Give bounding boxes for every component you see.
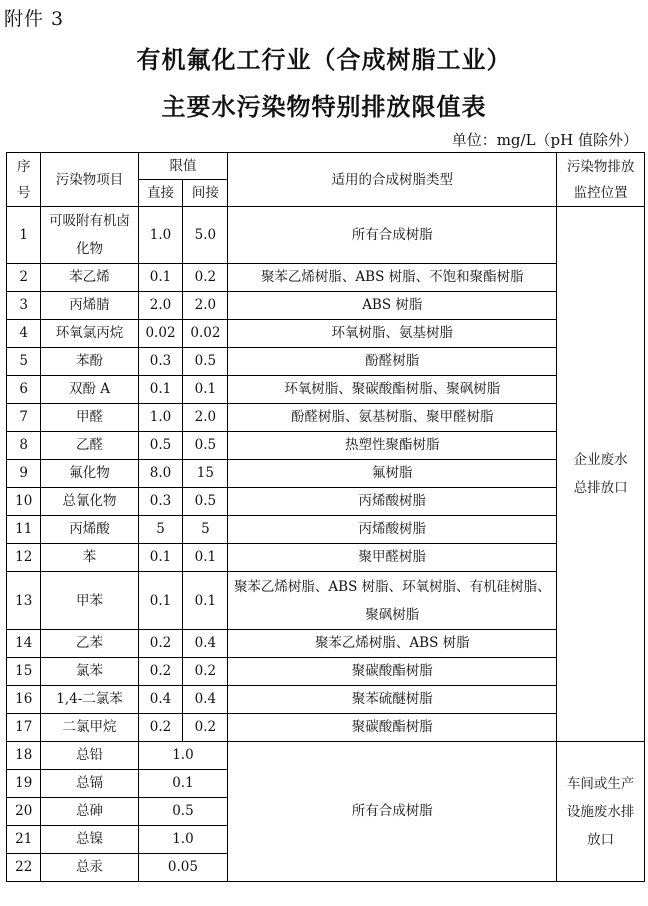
resin-type: 所有合成树脂: [228, 207, 557, 264]
indirect-limit: 0.02: [183, 320, 228, 348]
resin-type: 热塑性聚酯树脂: [228, 432, 557, 460]
indirect-limit: 2.0: [183, 404, 228, 432]
row-number: 3: [7, 292, 41, 320]
table-row: [7, 630, 645, 658]
row-number: 4: [7, 320, 41, 348]
resin-type: 酚醛树脂、氨基树脂、聚甲醛树脂: [228, 404, 557, 432]
resin-type: 聚甲醛树脂: [228, 544, 557, 572]
pollutant-name: 总镉: [41, 770, 138, 798]
table-row: [7, 348, 645, 376]
direct-limit: 0.2: [138, 658, 183, 686]
pollutant-name: 甲苯: [41, 572, 138, 630]
table-row: [7, 320, 645, 348]
document-title: 有机氟化工行业（合成树脂工业）: [136, 45, 512, 74]
row-number: 11: [7, 516, 41, 544]
table-row: [7, 544, 645, 572]
pollutant-name: 总砷: [41, 798, 138, 826]
monitor-position-workshop-outlet: 车间或生产设施废水排放口: [557, 742, 645, 882]
resin-type: 环氧树脂、聚碳酸酯树脂、聚砜树脂: [228, 376, 557, 404]
table-row: [7, 658, 645, 686]
pollutant-name: 总铅: [41, 742, 138, 770]
indirect-limit: 0.1: [183, 572, 228, 630]
indirect-limit: 0.2: [183, 264, 228, 292]
table-row: [7, 432, 645, 460]
unit-note: 单位：mg/L（pH 值除外）: [451, 131, 638, 149]
pollutant-name: 可吸附有机卤化物: [41, 207, 138, 264]
pollutant-name: 苯酚: [41, 348, 138, 376]
indirect-limit: 0.4: [183, 686, 228, 714]
pollutant-name: 苯乙烯: [41, 264, 138, 292]
pollutant-name: 苯: [41, 544, 138, 572]
direct-limit: 1.0: [138, 207, 183, 264]
table-row: [7, 404, 645, 432]
pollutant-name: 总汞: [41, 854, 138, 882]
pollutant-name: 双酚 A: [41, 376, 138, 404]
combined-limit: 1.0: [138, 826, 228, 854]
row-number: 20: [7, 798, 41, 826]
row-number: 19: [7, 770, 41, 798]
direct-limit: 0.1: [138, 264, 183, 292]
row-number: 10: [7, 488, 41, 516]
document-subtitle: 主要水污染物特别排放限值表: [161, 92, 487, 121]
resin-type: 聚苯乙烯树脂、ABS 树脂: [228, 630, 557, 658]
direct-limit: 1.0: [138, 404, 183, 432]
header-direct: 直接: [138, 180, 183, 207]
table-row: [7, 460, 645, 488]
indirect-limit: 5: [183, 516, 228, 544]
table-row: [7, 516, 645, 544]
row-number: 8: [7, 432, 41, 460]
resin-type: 聚碳酸酯树脂: [228, 658, 557, 686]
header-pollutant: 污染物项目: [41, 153, 138, 207]
direct-limit: 2.0: [138, 292, 183, 320]
direct-limit: 0.3: [138, 488, 183, 516]
pollutant-name: 氟化物: [41, 460, 138, 488]
direct-limit: 0.2: [138, 714, 183, 742]
table-row: [7, 264, 645, 292]
header-monitor-position: 污染物排放监控位置: [557, 153, 645, 207]
row-number: 7: [7, 404, 41, 432]
pollutant-name: 氯苯: [41, 658, 138, 686]
combined-limit: 1.0: [138, 742, 228, 770]
resin-type: 聚苯硫醚树脂: [228, 686, 557, 714]
direct-limit: 0.2: [138, 630, 183, 658]
resin-type: 聚苯乙烯树脂、ABS 树脂、不饱和聚酯树脂: [228, 264, 557, 292]
direct-limit: 0.02: [138, 320, 183, 348]
resin-type: 所有合成树脂: [228, 742, 557, 882]
pollutant-name: 二氯甲烷: [41, 714, 138, 742]
row-number: 13: [7, 572, 41, 630]
indirect-limit: 0.2: [183, 658, 228, 686]
table-row: [7, 292, 645, 320]
resin-type: 聚碳酸酯树脂: [228, 714, 557, 742]
row-number: 18: [7, 742, 41, 770]
resin-type: 氟树脂: [228, 460, 557, 488]
table-row: [7, 488, 645, 516]
indirect-limit: 5.0: [183, 207, 228, 264]
table-row: [7, 207, 645, 264]
row-number: 5: [7, 348, 41, 376]
indirect-limit: 0.1: [183, 376, 228, 404]
combined-limit: 0.5: [138, 798, 228, 826]
pollutant-name: 乙苯: [41, 630, 138, 658]
pollutant-name: 环氧氯丙烷: [41, 320, 138, 348]
indirect-limit: 0.4: [183, 630, 228, 658]
direct-limit: 0.3: [138, 348, 183, 376]
resin-type: 环氧树脂、氨基树脂: [228, 320, 557, 348]
combined-limit: 0.05: [138, 854, 228, 882]
indirect-limit: 2.0: [183, 292, 228, 320]
row-number: 14: [7, 630, 41, 658]
indirect-limit: 15: [183, 460, 228, 488]
resin-type: 丙烯酸树脂: [228, 488, 557, 516]
pollutant-name: 总镍: [41, 826, 138, 854]
row-number: 16: [7, 686, 41, 714]
resin-type: 酚醛树脂: [228, 348, 557, 376]
direct-limit: 0.4: [138, 686, 183, 714]
pollutant-name: 甲醛: [41, 404, 138, 432]
direct-limit: 0.1: [138, 572, 183, 630]
direct-limit: 0.5: [138, 432, 183, 460]
direct-limit: 5: [138, 516, 183, 544]
header-resin-type: 适用的合成树脂类型: [228, 153, 557, 207]
row-number: 22: [7, 854, 41, 882]
indirect-limit: 0.2: [183, 714, 228, 742]
row-number: 9: [7, 460, 41, 488]
resin-type: 聚苯乙烯树脂、ABS 树脂、环氧树脂、有机硅树脂、聚砜树脂: [228, 572, 557, 630]
attachment-label: 附件 3: [4, 8, 65, 30]
resin-type: 丙烯酸树脂: [228, 516, 557, 544]
pollutant-name: 总氰化物: [41, 488, 138, 516]
header-seq: 序号: [7, 153, 41, 207]
row-number: 21: [7, 826, 41, 854]
emission-limit-table: [6, 152, 645, 882]
direct-limit: 0.1: [138, 376, 183, 404]
row-number: 2: [7, 264, 41, 292]
table-row: [7, 376, 645, 404]
indirect-limit: 0.5: [183, 432, 228, 460]
indirect-limit: 0.5: [183, 348, 228, 376]
row-number: 1: [7, 207, 41, 264]
table-row: [7, 572, 645, 630]
row-number: 6: [7, 376, 41, 404]
table-row: [7, 742, 645, 770]
indirect-limit: 0.1: [183, 544, 228, 572]
direct-limit: 0.1: [138, 544, 183, 572]
table-row: [7, 714, 645, 742]
table-row: [7, 686, 645, 714]
row-number: 15: [7, 658, 41, 686]
pollutant-name: 丙烯酸: [41, 516, 138, 544]
combined-limit: 0.1: [138, 770, 228, 798]
resin-type: ABS 树脂: [228, 292, 557, 320]
indirect-limit: 0.5: [183, 488, 228, 516]
pollutant-name: 丙烯腈: [41, 292, 138, 320]
pollutant-name: 1,4-二氯苯: [41, 686, 138, 714]
direct-limit: 8.0: [138, 460, 183, 488]
pollutant-name: 乙醛: [41, 432, 138, 460]
monitor-position-total-outlet: 企业废水总排放口: [557, 207, 645, 742]
header-indirect: 间接: [183, 180, 228, 207]
header-limit: 限值: [138, 153, 228, 180]
row-number: 12: [7, 544, 41, 572]
row-number: 17: [7, 714, 41, 742]
